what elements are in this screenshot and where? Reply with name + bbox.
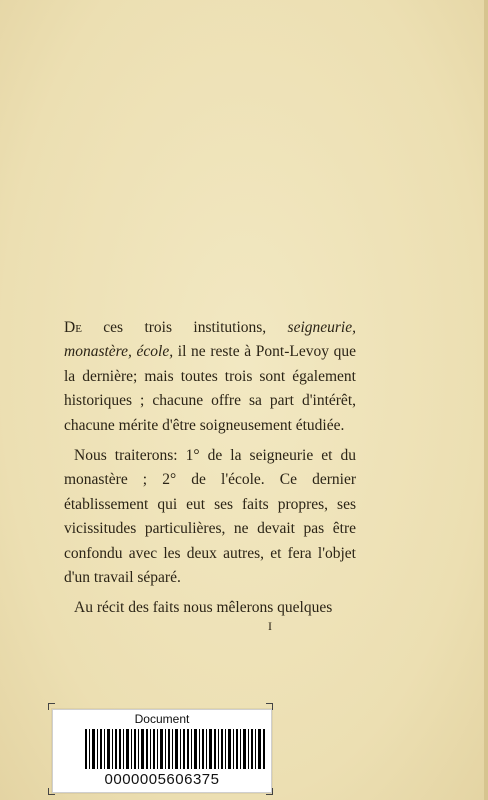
library-barcode-label	[52, 709, 272, 793]
paragraph-2: Nous traiterons: 1° de la seigneurie et du monastère ; 2° de l'école. Ce dernier établissement qui eut ses faits propres, ses vicissitudes particulières, ne devait pas être confondu avec les deux autres, et fera l'objet d'un travail séparé.	[64, 447, 356, 587]
label-title: Document	[134, 712, 190, 726]
paragraph-1-seg1: ces trois institutions,	[81, 319, 288, 336]
signature-mark: I	[268, 619, 272, 633]
barcode-icon	[85, 729, 265, 769]
barcode-number: 0000005606375	[104, 771, 220, 788]
page-edge	[484, 0, 488, 800]
paragraph-3: Au récit des faits nous mêlerons quelques	[74, 599, 333, 617]
paragraph-1-seg2: il ne reste à Pont-Levoy que la dernière; mais toutes trois sont également historiques ; chacune offre sa part d'intérêt, chacune mérite d'être soigneusement étudiée.	[64, 343, 356, 434]
dropcap: De	[64, 319, 82, 336]
paragraph-1-italic: seigneurie, monastère, école,	[64, 319, 356, 361]
paragraph-1	[64, 316, 356, 438]
body-text	[64, 316, 356, 621]
